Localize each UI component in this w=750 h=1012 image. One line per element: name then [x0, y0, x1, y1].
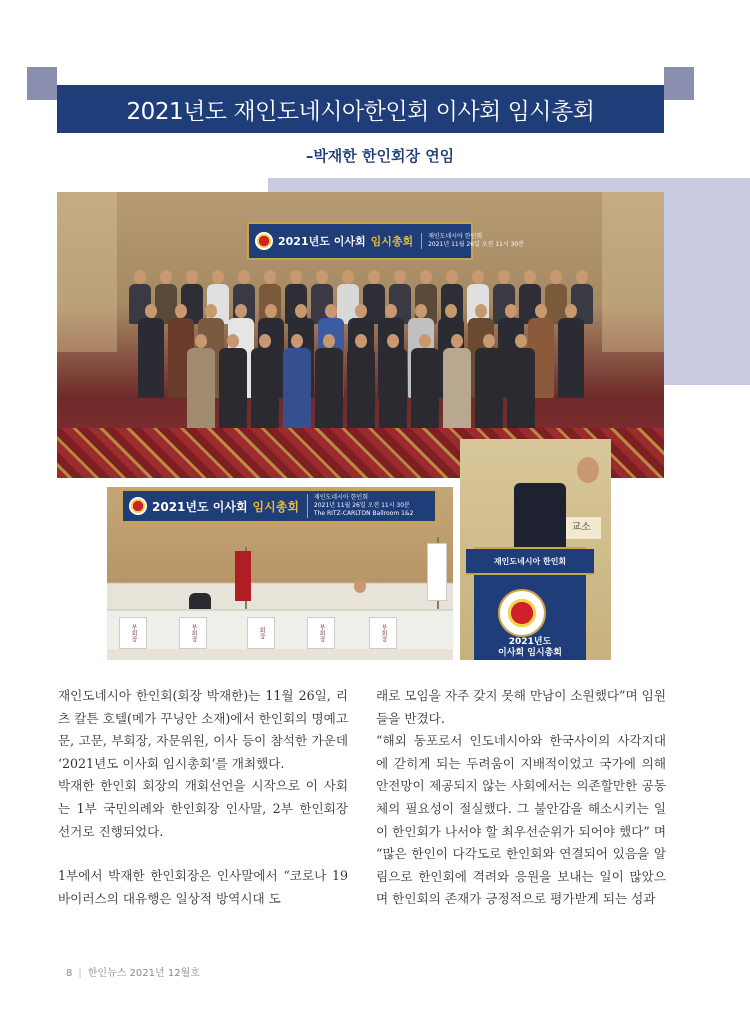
person: [475, 334, 503, 438]
banner-main-text: 2021년도 이사회: [278, 235, 366, 248]
person: [411, 334, 439, 438]
event-banner-small: [121, 489, 437, 523]
article-paragraph: “해외 동포로서 인도네시아와 한국사이의 사각지대에 갇히게 되는 두려움이 지배적이었고 국가에 의해 안전망이 제공되지 않는 사회에서는 의존할만한 공동체의 필요성이 절실했다. 그 불안감을 해소시키는 일이 한인회가 나서야 할 최우선순위가 되어야 했다” 며 “많은 한인이 다각도로 한인회와 연결되어 있음을 알림으로 한인회에 격려와 응원을 보내는 일이 많았으며 한인회의 존재가 긍정적으로 평가받게 되는 성과: [376, 733, 666, 907]
person: [507, 334, 535, 438]
page-subtitle: –박재한 한인회장 연임: [305, 147, 455, 165]
person: [219, 334, 247, 438]
speaker-photo: [460, 439, 611, 660]
person: [315, 334, 343, 438]
page-title: 2021년도 재인도네시아한인회 이사회 임시총회: [126, 98, 595, 125]
nameplate: 부회장: [307, 617, 335, 649]
person: [347, 334, 375, 438]
lectern-event: 이사회 임시총회: [498, 648, 562, 658]
title-bar: [57, 85, 664, 133]
banner-accent-text: 임시총회: [252, 499, 299, 514]
article-paragraph: 래로 모임을 자주 갖지 못해 만남이 소원했다”며 임원들을 반겼다.: [376, 688, 666, 726]
article-paragraph: 재인도네시아 한인회(회장 박재한)는 11월 26일, 리츠 칼튼 호텔(메가 꾸닝안 소재)에서 한인회의 명예고문, 고문, 부회장, 자문위원, 이사 등이 참석한 가운데 ‘2021년도 이사회 임시총회’를 개최했다.: [58, 688, 348, 771]
banner-accent-text: 임시총회: [370, 235, 414, 248]
speaker: [514, 457, 611, 553]
person: [251, 334, 279, 438]
banner-detail-venue: The RITZ-CARLTON Ballroom 1&2: [313, 510, 414, 517]
crowd-front-row: [57, 334, 664, 438]
event-banner: [247, 222, 525, 260]
banner-org-name: 재인도네시아 한인회: [428, 233, 483, 240]
article-paragraph: 1부에서 박재한 한인회장은 인사말에서 “코로나 19바이러스의 대유행은 일상적 방역시대 도: [58, 868, 348, 906]
lectern-header: 재인도네시아 한인회: [466, 549, 594, 575]
page-footer: 8 | 한인뉴스 2021년 12월호: [66, 968, 200, 979]
banner-org-name: 재인도네시아 한인회: [313, 494, 368, 501]
person: [283, 334, 311, 438]
nameplate: 회장: [247, 617, 275, 649]
person: [443, 334, 471, 438]
publication-name: 한인뉴스 2021년 12월호: [87, 968, 200, 979]
banner-org-text: [421, 233, 524, 249]
lectern-caption: [474, 637, 586, 659]
person: [379, 334, 407, 438]
article-column-right: [376, 685, 666, 911]
banner-detail-date: 2021년 11월 26일 오전 11시 30분: [428, 241, 525, 248]
nameplate: 부회장: [179, 617, 207, 649]
head-table: [107, 609, 453, 649]
group-photo: [57, 192, 664, 478]
nameplate: 부회장: [119, 617, 147, 649]
korean-association-logo-icon: [255, 232, 273, 250]
decorative-side-panel: [664, 192, 750, 385]
association-seal-icon: [498, 589, 546, 637]
lectern-year: 2021년도: [508, 637, 552, 647]
banner-org-text: [307, 494, 413, 518]
title-tab-left: [27, 67, 57, 100]
page-number: 8: [66, 968, 73, 979]
person: [317, 651, 453, 660]
title-tab-right: [664, 67, 694, 100]
head-table-photo: [107, 487, 453, 660]
korean-association-logo-icon: [129, 497, 147, 515]
wall-sign: 교소: [561, 517, 601, 539]
person: [187, 334, 215, 438]
article-paragraph: 박재한 한인회 회장의 개회선언을 시작으로 이 사회는 1부 국민의례와 한인회장 인사말, 2부 한인회장 선거로 진행되었다.: [58, 778, 348, 839]
banner-main-text: 2021년도 이사회: [152, 499, 248, 514]
banner-detail-date: 2021년 11월 26일 오전 11시 30분: [313, 502, 410, 509]
nameplate: 부회장: [369, 617, 397, 649]
article-column-left: [58, 685, 348, 910]
person: [189, 579, 453, 613]
decorative-band: [268, 178, 750, 192]
